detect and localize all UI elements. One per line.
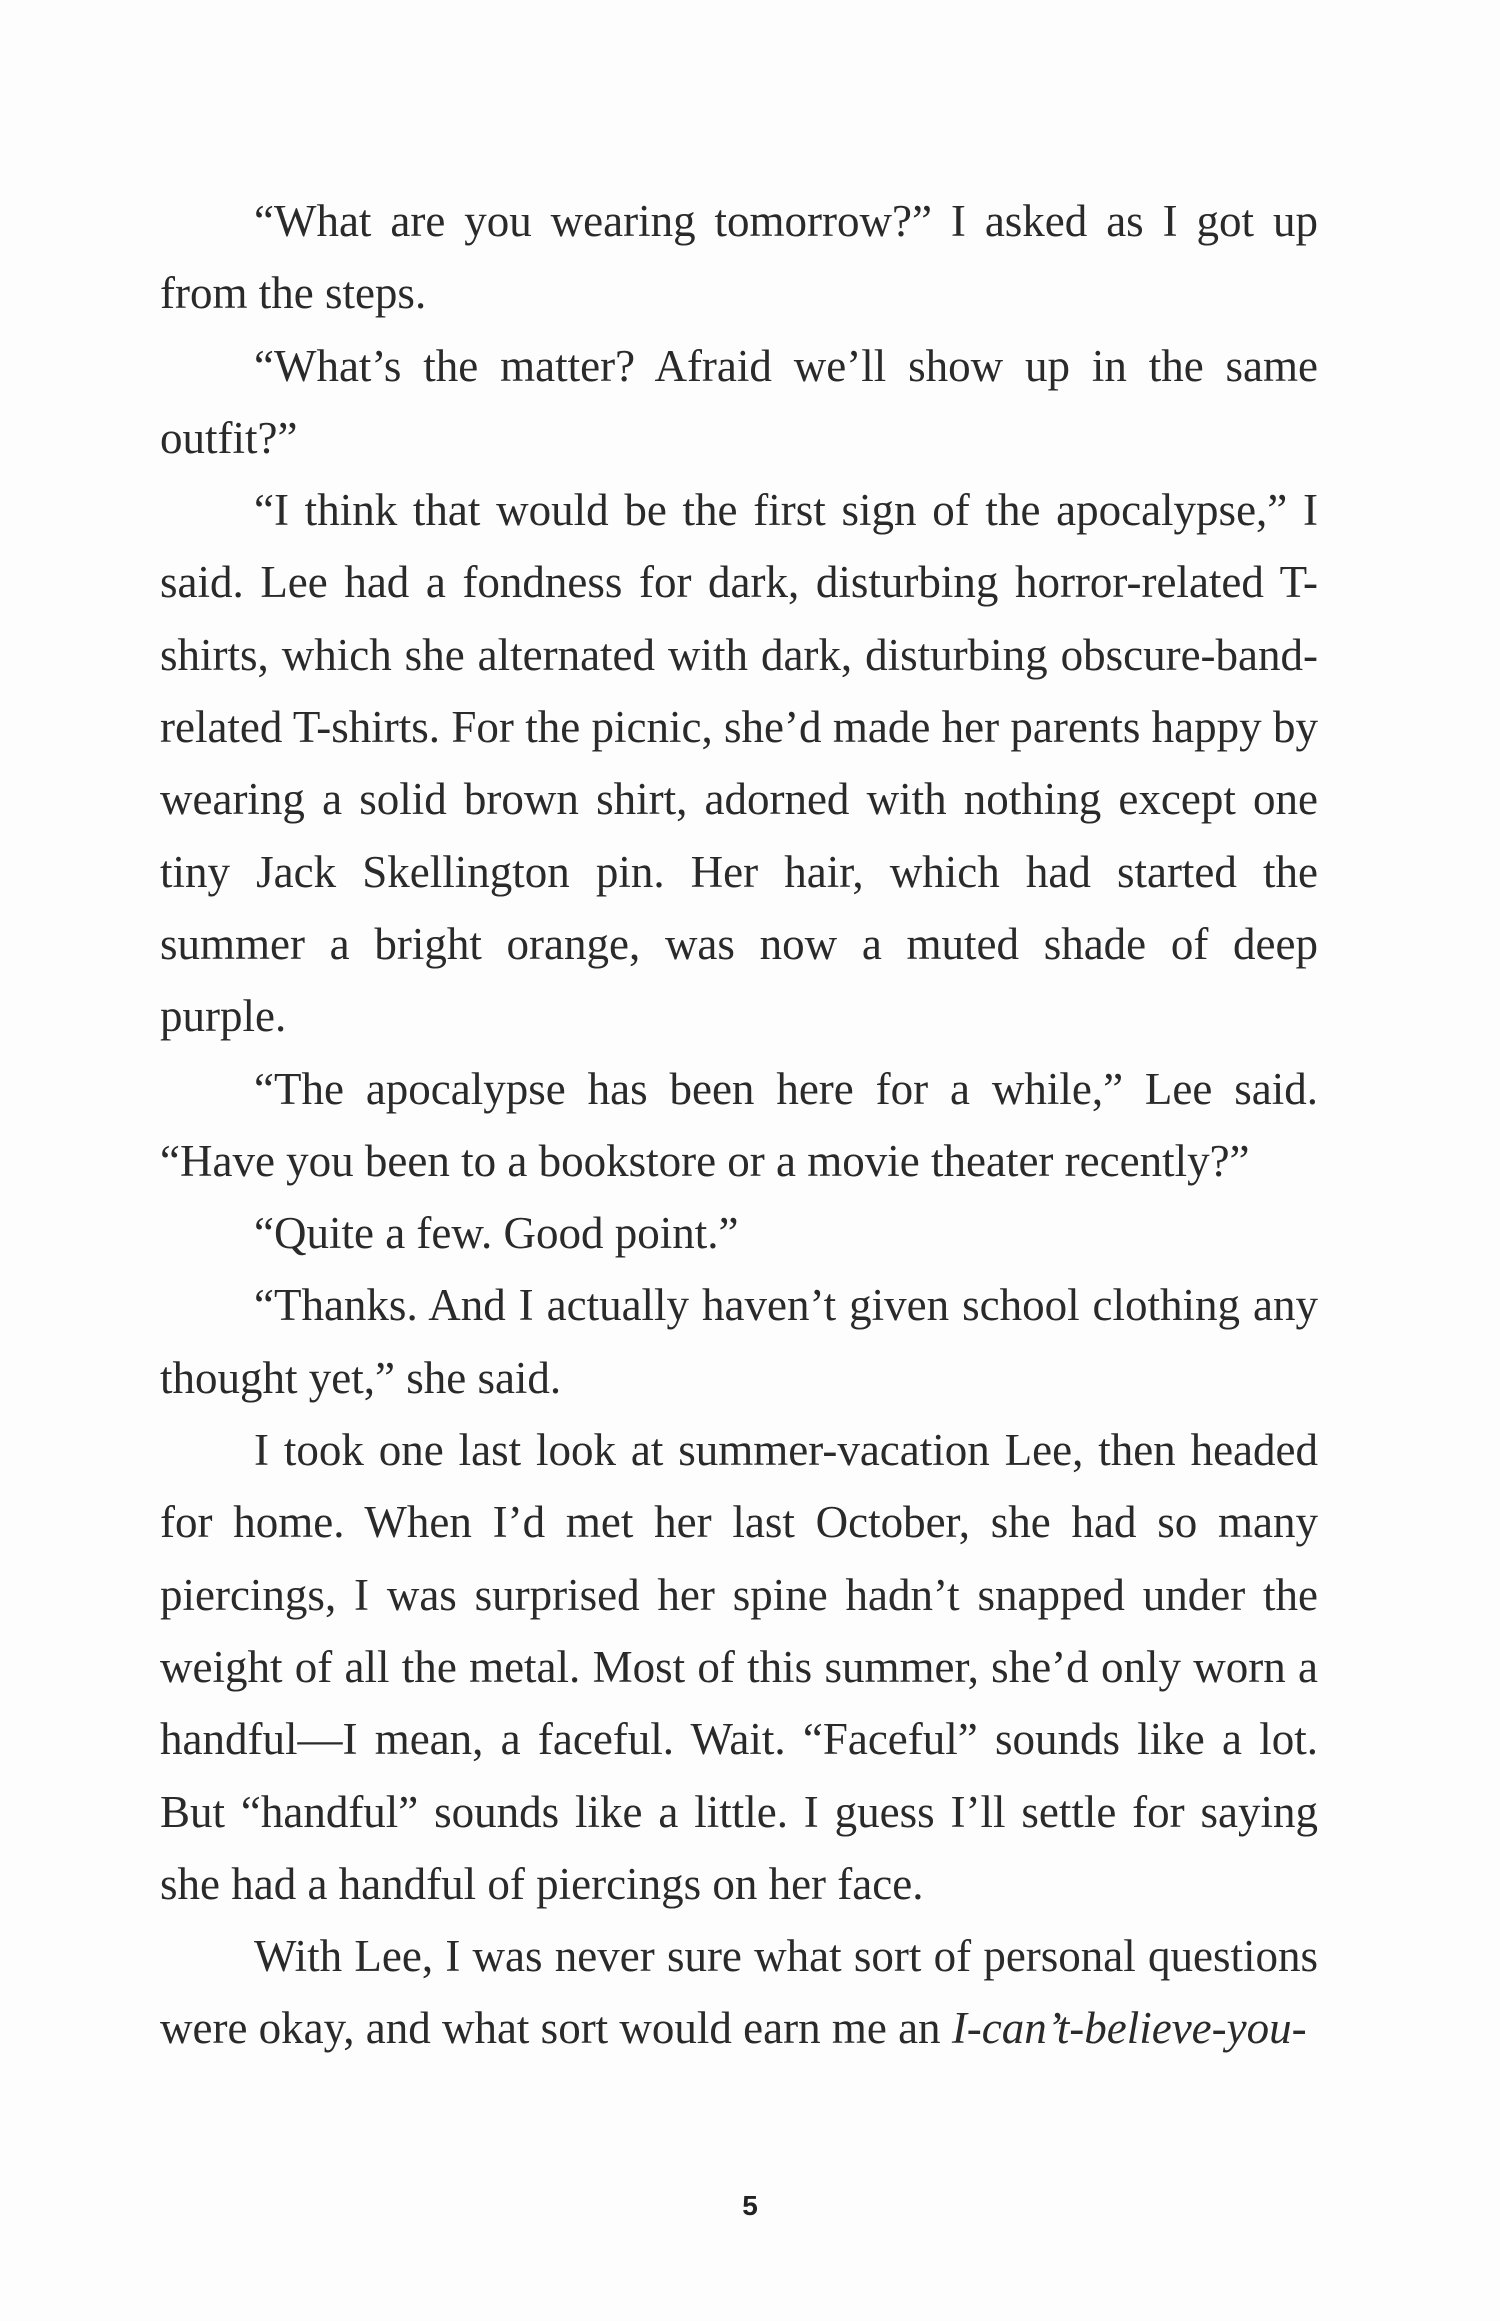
body-text [160, 185, 1318, 2065]
paragraph-3: “I think that would be the first sign of the apocalypse,” I said. Lee had a fondness for dark, disturbing horror-related T-shirts, which she alternated with dark, disturbing obscure-band-related T-shirts. For the picnic, she’d made her parents happy by wearing a solid brown shirt, adorned with nothing except one tiny Jack Skellington pin. Her hair, which had started the summer a bright orange, was now a muted shade of deep purple. [160, 485, 1318, 1042]
paragraph-1: “What are you wearing tomorrow?” I asked as I got up from the steps. [160, 196, 1318, 319]
page-number: 5 [742, 2190, 758, 2221]
paragraph-8 [160, 1920, 1318, 2065]
paragraph-2: “What’s the matter? Afraid we’ll show up in the same outfit?” [160, 340, 1318, 463]
paragraph-5: “Quite a few. Good point.” [254, 1208, 739, 1259]
paragraph-8-text: With Lee, I was never sure what sort of personal questions were okay, and what sort would earn me an [160, 1931, 1318, 2054]
paragraph-7: I took one last look at summer-vacation Lee, then headed for home. When I’d met her last October, she had so many piercings, I was surprised her spine hadn’t snapped under the weight of all the metal. Most of this summer, she’d only worn a handful—I mean, a faceful. Wait. “Faceful” sounds like a lot. But “handful” sounds like a little. I guess I’ll settle for saying she had a handful of piercings on her face. [160, 1425, 1318, 1909]
paragraph-6: “Thanks. And I actually haven’t given school clothing any thought yet,” she said. [160, 1280, 1318, 1403]
paragraph-8-italic: I-can’t-believe-you- [951, 2003, 1307, 2054]
paragraph-4: “The apocalypse has been here for a while,” Lee said. “Have you been to a bookstore or a movie theater recently?” [160, 1063, 1318, 1186]
